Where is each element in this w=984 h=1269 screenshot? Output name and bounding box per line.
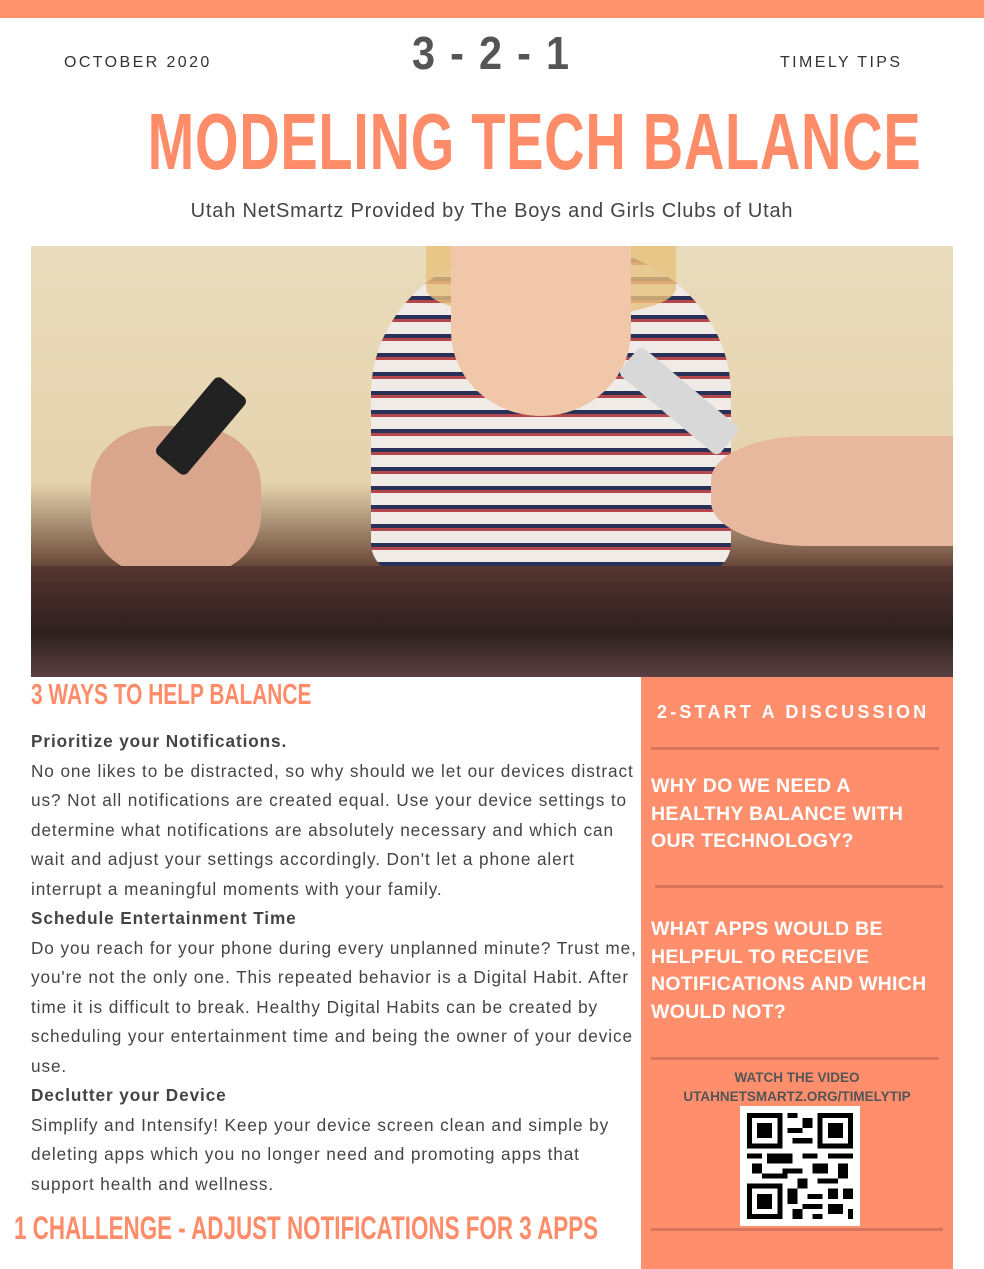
discussion-sidebar <box>641 677 953 1269</box>
hero-photo <box>31 246 953 677</box>
divider <box>651 1228 943 1231</box>
tips-body <box>31 727 646 1199</box>
qr-code[interactable] <box>740 1106 860 1226</box>
top-accent-bar <box>0 0 984 18</box>
tip-text: No one likes to be distracted, so why should we let our devices distract us? Not all notifications are created equal. Use your device settings to determine what notifications are absolutely necessary and which can wait and adjust your settings accordingly. Don't let a phone alert interrupt a meaningful moments with your family. <box>31 760 634 899</box>
tip-title: Schedule Entertainment Time <box>31 908 297 928</box>
tip-text: Do you reach for your phone during every unplanned minute? Trust me, you're not the only one. This repeated behavior is a Digital Habit. After time it is difficult to break. Healthy Digital Habits can be created by scheduling your entertainment time and being the owner of your device use. <box>31 937 637 1076</box>
divider <box>651 747 939 750</box>
watch-url[interactable]: UTAHNETSMARTZ.ORG/TIMELYTIP <box>683 1089 911 1104</box>
divider <box>655 885 943 888</box>
tip-text: Simplify and Intensify! Keep your device screen clean and simple by deleting apps which you no longer need and promoting apps that support health and wellness. <box>31 1114 610 1194</box>
sidebar-heading: 2-START A DISCUSSION <box>657 702 930 722</box>
page-subtitle: Utah NetSmartz Provided by The Boys and Girls Clubs of Utah <box>190 200 794 222</box>
divider <box>651 1057 939 1060</box>
series-label: TIMELY TIPS <box>780 54 903 71</box>
challenge-heading: 1 CHALLENGE - ADJUST NOTIFICATIONS FOR 3 APPS <box>14 1210 599 1246</box>
section-heading: 3 WAYS TO HELP BALANCE <box>31 679 312 711</box>
discussion-question: WHAT APPS WOULD BE HELPFUL TO RECEIVE NOTIFICATIONS AND WHICH WOULD NOT? <box>651 918 927 1023</box>
watch-label: WATCH THE VIDEO <box>734 1070 860 1085</box>
page-title: MODELING TECH BALANCE <box>147 97 922 186</box>
tip-title: Prioritize your Notifications. <box>31 731 288 751</box>
tip-title: Declutter your Device <box>31 1085 227 1105</box>
series-number: 3 - 2 - 1 <box>412 27 571 79</box>
issue-date: OCTOBER 2020 <box>64 54 212 71</box>
discussion-question: WHY DO WE NEED A HEALTHY BALANCE WITH OUR TECHNOLOGY? <box>651 775 904 852</box>
